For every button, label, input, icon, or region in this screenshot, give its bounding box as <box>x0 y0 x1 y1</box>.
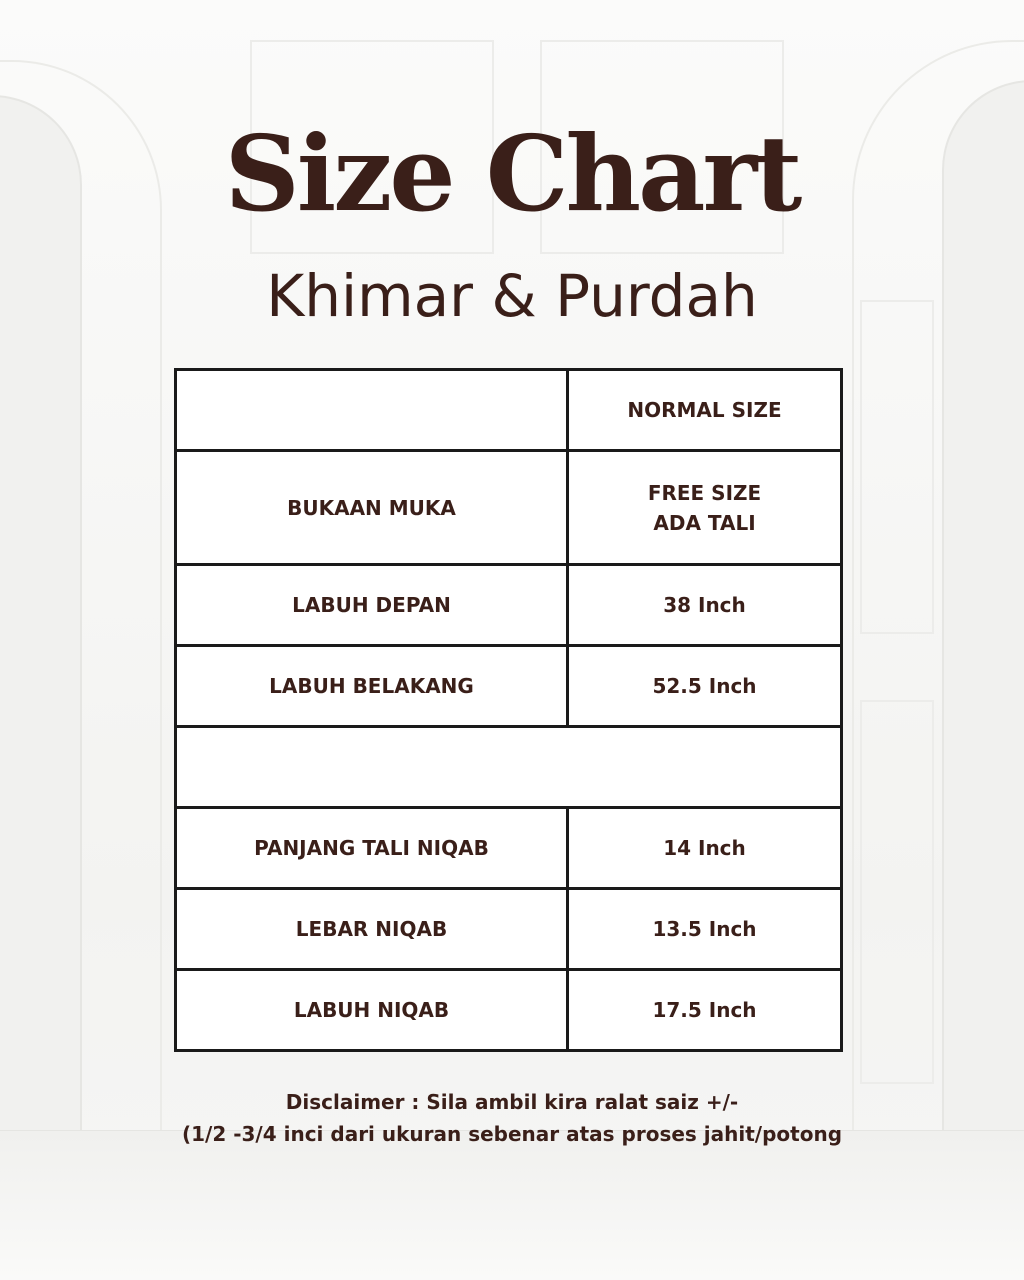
row-label: LABUH BELAKANG <box>176 646 568 727</box>
table-row <box>176 889 842 970</box>
right-arch-door <box>942 80 1024 1144</box>
table-row <box>176 808 842 889</box>
row-value-line1: FREE SIZE <box>647 480 762 505</box>
table-spacer-row <box>176 727 842 808</box>
row-label: LEBAR NIQAB <box>176 889 568 970</box>
row-value-line2: ADA TALI <box>653 510 756 535</box>
row-label: LABUH NIQAB <box>176 970 568 1051</box>
row-label: LABUH DEPAN <box>176 565 568 646</box>
row-value: 13.5 Inch <box>568 889 842 970</box>
table-header-row <box>176 370 842 451</box>
table-spacer-cell <box>176 727 842 808</box>
size-table <box>174 368 843 1052</box>
table-column-header: NORMAL SIZE <box>568 370 842 451</box>
disclaimer <box>0 1086 1024 1150</box>
row-value: 38 Inch <box>568 565 842 646</box>
left-arch-door <box>0 95 82 1139</box>
floor <box>0 1130 1024 1280</box>
table-row <box>176 646 842 727</box>
row-value: 52.5 Inch <box>568 646 842 727</box>
wall-panel <box>860 300 934 634</box>
row-label: PANJANG TALI NIQAB <box>176 808 568 889</box>
disclaimer-line1: Disclaimer : Sila ambil kira ralat saiz +/- <box>285 1090 739 1114</box>
row-value <box>568 451 842 565</box>
disclaimer-line2: (1/2 -3/4 inci dari ukuran sebenar atas proses jahit/potong <box>181 1122 843 1146</box>
table-row <box>176 970 842 1051</box>
row-label: BUKAAN MUKA <box>176 451 568 565</box>
table-row <box>176 451 842 565</box>
table-row <box>176 565 842 646</box>
table-header-empty-cell <box>176 370 568 451</box>
page-title: Size Chart <box>224 112 800 235</box>
row-value: 17.5 Inch <box>568 970 842 1051</box>
page-subtitle: Khimar & Purdah <box>266 262 758 330</box>
wall-panel <box>860 700 934 1084</box>
row-value: 14 Inch <box>568 808 842 889</box>
